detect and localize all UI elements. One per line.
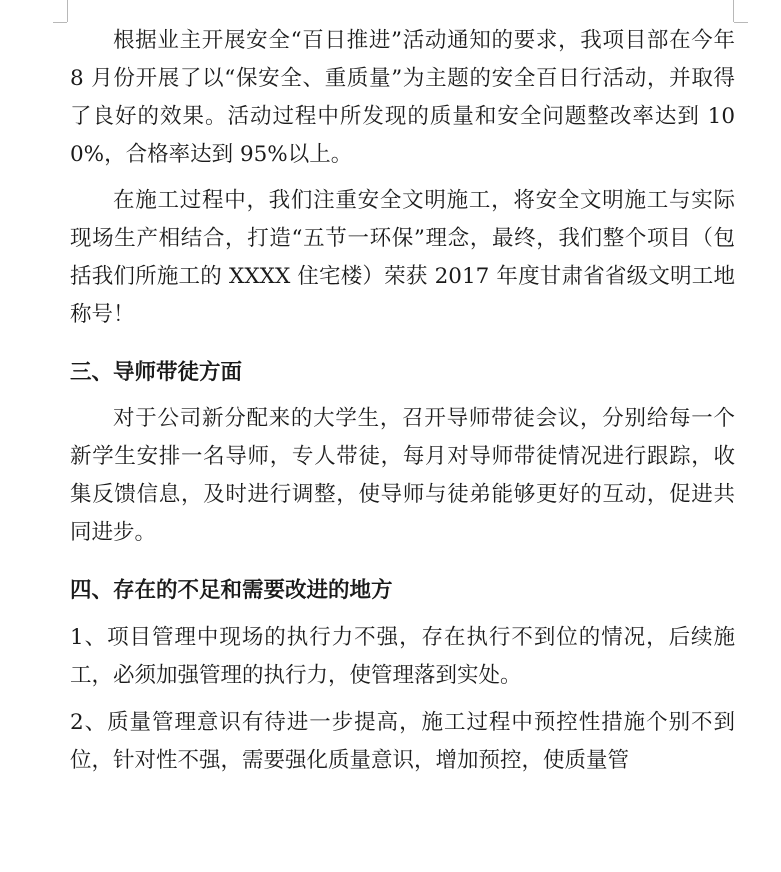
- paragraph-shortcoming-1: 1、项目管理中现场的执行力不强，存在执行不到位的情况，后续施工，必须加强管理的执行力，使管理落到实处。: [70, 625, 735, 688]
- margin-corner-mark-right: [733, 0, 734, 22]
- margin-corner-mark-left: [67, 0, 68, 22]
- paragraph-mentorship: 对于公司新分配来的大学生，召开导师带徒会议，分别给每一个新学生安排一名导师，专人带徒，每月对导师带徒情况进行跟踪，收集反馈信息，及时进行调整，使导师与徒弟能够更好的互动，促进共同进步。: [70, 406, 735, 545]
- heading-mentorship: 三、导师带徒方面: [70, 360, 243, 385]
- document-body[interactable]: [70, 22, 735, 780]
- heading-shortcomings: 四、存在的不足和需要改进的地方: [70, 578, 393, 603]
- paragraph-shortcoming-2: 2、质量管理意识有待进一步提高，施工过程中预控性措施个别不到位，针对性不强，需要强化质量意识，增加预控，使质量管: [70, 710, 735, 773]
- paragraph-safety-campaign: 根据业主开展安全“百日推进”活动通知的要求，我项目部在今年 8 月份开展了以“保安全、重质量”为主题的安全百日行活动，并取得了良好的效果。活动过程中所发现的质量和安全问题整改率达到 100%，合格率达到 95%以上。: [70, 28, 735, 167]
- paragraph-civilized-construction: 在施工过程中，我们注重安全文明施工，将安全文明施工与实际现场生产相结合，打造“五节一环保”理念，最终，我们整个项目（包括我们所施工的 XXXX 住宅楼）荣获 2017 年度甘肃省省级文明工地称号！: [70, 188, 735, 327]
